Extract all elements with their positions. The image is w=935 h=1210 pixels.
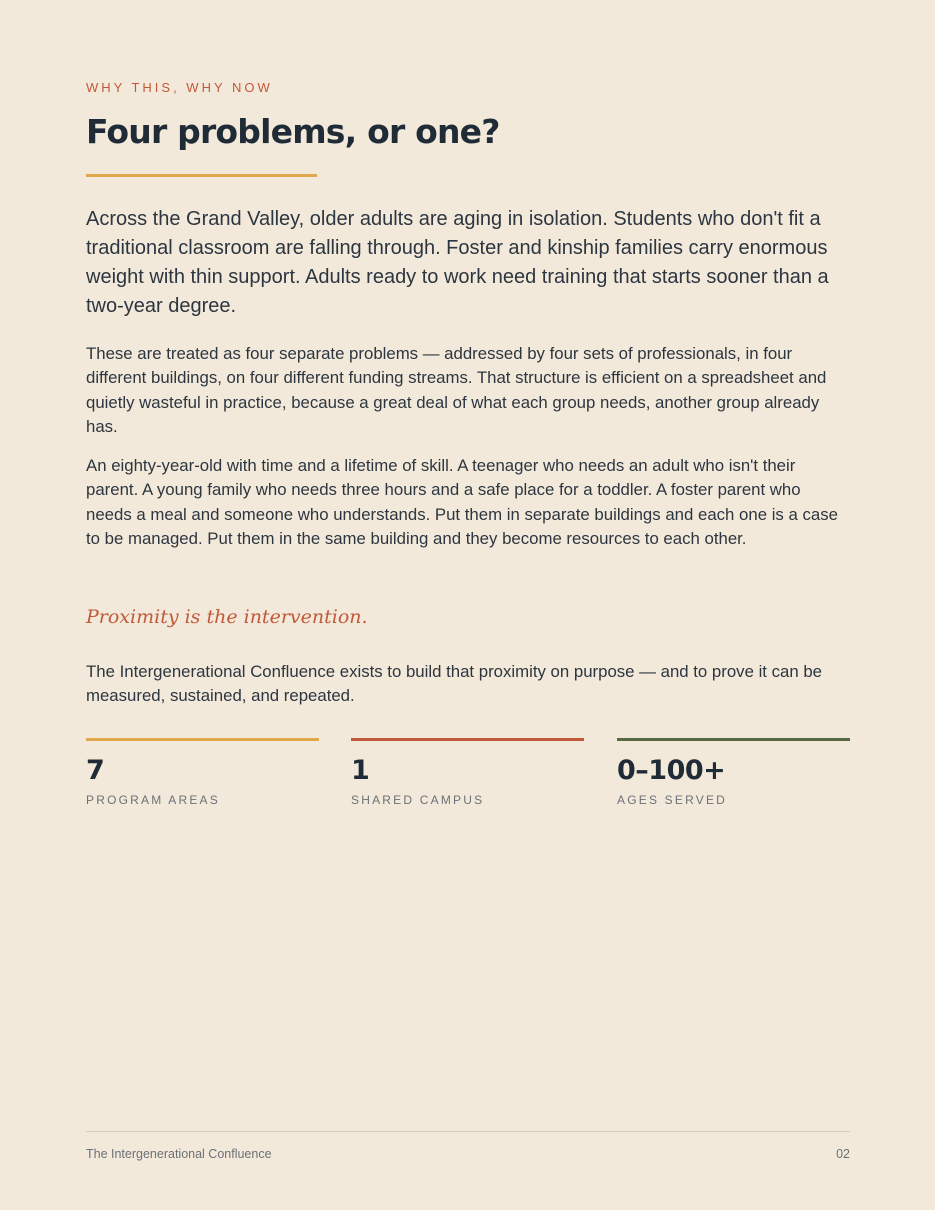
stat-program-areas — [86, 738, 319, 807]
page-title: Four problems, or one? — [86, 112, 500, 151]
stat-label: SHARED CAMPUS — [351, 793, 485, 807]
stat-shared-campus — [351, 738, 584, 807]
pull-quote: Proximity is the intervention. — [86, 606, 368, 628]
stat-ages-served — [617, 738, 850, 807]
stat-label: PROGRAM AREAS — [86, 793, 220, 807]
title-underline — [86, 174, 317, 177]
stat-value: 0–100+ — [617, 755, 726, 786]
footer-page-number: 02 — [836, 1147, 850, 1161]
section-eyebrow: WHY THIS, WHY NOW — [86, 80, 273, 95]
stats-row — [86, 738, 850, 818]
body-paragraph-1: These are treated as four separate problems — addressed by four sets of professionals, in four different buildings, on four different funding streams. That structure is efficient on a spreadsheet and quietly wasteful in practice, because a great deal of what each group needs, another group already has. — [86, 344, 827, 437]
stat-value: 7 — [86, 755, 105, 786]
stat-accent-rule — [351, 738, 584, 741]
body-paragraph-2: An eighty-year-old with time and a lifetime of skill. A teenager who needs an adult who isn't their parent. A young family who needs three hours and a safe place for a toddler. A foster parent who needs a meal and someone who understands. Put them in separate buildings and each one is a case to be managed. Put them in the same building and they become resources to each other. — [86, 456, 838, 549]
footer-document-title: The Intergenerational Confluence — [86, 1147, 272, 1161]
footer-divider — [86, 1131, 850, 1132]
stat-accent-rule — [617, 738, 850, 741]
stat-label: AGES SERVED — [617, 793, 728, 807]
body-paragraph-3: The Intergenerational Confluence exists to build that proximity on purpose — and to prove it can be measured, sustained, and repeated. — [86, 662, 823, 706]
document-page — [86, 0, 850, 1210]
lead-paragraph: Across the Grand Valley, older adults are aging in isolation. Students who don't fit a traditional classroom are falling through. Foster and kinship families carry enormous weight with thin support. Adults ready to work need training that starts sooner than a two-year degree. — [86, 208, 829, 317]
stat-accent-rule — [86, 738, 319, 741]
stat-value: 1 — [351, 755, 370, 786]
